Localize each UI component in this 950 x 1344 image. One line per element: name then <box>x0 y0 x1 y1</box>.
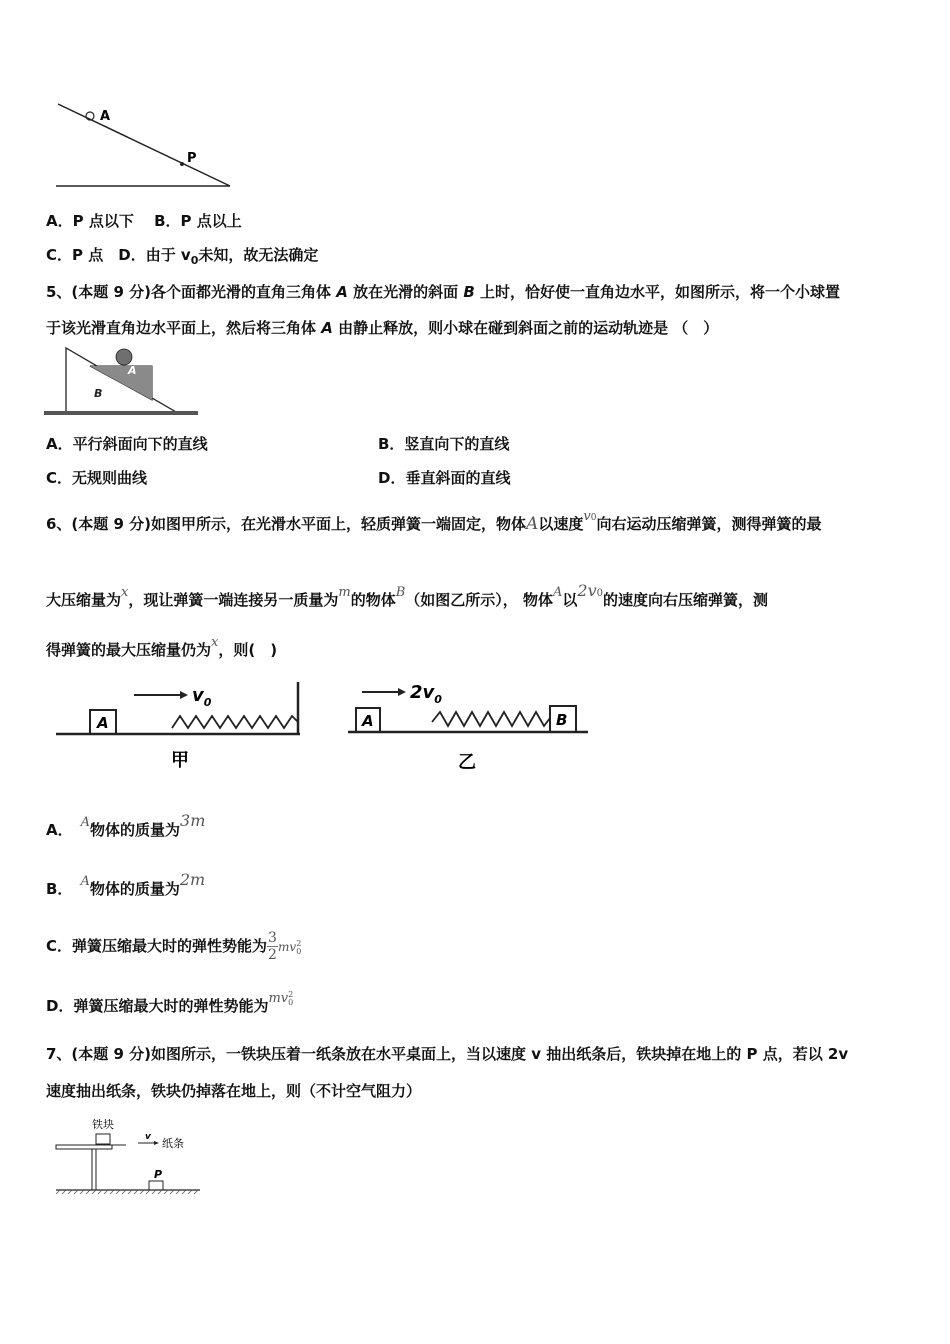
q5-label-a: A <box>128 364 137 377</box>
q6-jia-caption: 甲 <box>171 750 189 771</box>
q5-question-line2: 于该光滑直角边水平面上，然后将三角体 A 由静止释放，则小球在碰到斜面之前的运动轨迹是 （ ） <box>46 319 719 337</box>
q7-table-figure <box>54 1114 214 1198</box>
q4-option-d[interactable]: D．由于 $v_0$未知，故无法确定 <box>118 246 319 267</box>
q6-question-line1: 6、(本题 9 分)如图甲所示，在光滑水平面上，轻质弹簧一端固定，物体A以速度v0向右运动压缩弹簧，测得弹簧的最 <box>46 509 822 534</box>
q6-figure-yi <box>348 676 598 776</box>
q5-ground <box>44 411 198 415</box>
q7-label-iron: 铁块 <box>92 1118 114 1131</box>
q5-label-b: B <box>94 387 103 400</box>
q7-question-line1: 7、(本题 9 分)如图所示，一铁块压着一纸条放在水平桌面上，当以速度 v 抽出纸条后，铁块掉在地上的 P 点，若以 2v <box>46 1045 849 1063</box>
q6-yi-arrow-head <box>398 688 406 696</box>
q5-wedge-figure <box>44 344 204 424</box>
q6-option-b[interactable]: B． A物体的质量为2m <box>46 870 206 898</box>
q7-label-paper: 纸条 <box>162 1137 184 1150</box>
q4-incline-line <box>58 104 230 186</box>
q6-option-c[interactable]: C．弹簧压缩最大时的弹性势能为$\frac{3}{2}mv2$ 0 <box>46 930 302 963</box>
q4-options-row2 <box>46 245 318 267</box>
q5-option-d[interactable]: D．垂直斜面的直线 <box>378 469 511 487</box>
q7-point-p-mark <box>149 1181 163 1190</box>
q5-ball <box>116 349 132 365</box>
q6-yi-block-b-label: B <box>556 711 568 729</box>
q6-option-d[interactable]: D．弹簧压缩最大时的弹性势能为mv2 0 <box>46 989 294 1015</box>
q6-figure-jia <box>56 676 306 776</box>
q6-yi-caption: 乙 <box>458 752 476 773</box>
q5-option-a[interactable]: A．平行斜面向下的直线 <box>46 435 208 453</box>
q4-options-row1 <box>46 211 242 231</box>
q6-question-line3: 得弹簧的最大压缩量仍为x，则( ) <box>46 635 278 659</box>
q5-option-b[interactable]: B．竖直向下的直线 <box>378 435 510 453</box>
q7-table-top <box>56 1145 112 1149</box>
q6-jia-block-a-label: A <box>97 714 109 732</box>
q5-question-line1: 5、(本题 9 分)各个面都光滑的直角三角体 A 放在光滑的斜面 B 上时，恰好使一直角边水平，如图所示，将一个小球置 <box>46 283 840 301</box>
q6-question-line2: 大压缩量为x，现让弹簧一端连接另一质量为m的物体B（如图乙所示）， 物体A以2v0的速度向右压缩弹簧，测 <box>46 581 769 609</box>
q6-jia-spring <box>172 716 298 728</box>
q4-label-a: A <box>100 109 111 124</box>
q7-label-p: P <box>154 1168 163 1181</box>
q6-jia-velocity: $v_0$ <box>192 685 212 709</box>
q5-option-c[interactable]: C．无规则曲线 <box>46 469 148 487</box>
q7-iron-block <box>96 1134 110 1144</box>
q4-incline-figure <box>50 98 240 193</box>
q6-yi-velocity: $2v_0$ <box>410 682 442 706</box>
q4-option-b[interactable]: B．P 点以上 <box>154 212 242 230</box>
q7-question-line2: 速度抽出纸条，铁块仍掉落在地上，则（不计空气阻力） <box>46 1082 422 1100</box>
q7-arrow-head <box>154 1141 159 1145</box>
q6-jia-arrow-head <box>180 691 188 699</box>
q4-option-a[interactable]: A．P 点以下 <box>46 212 134 230</box>
q6-option-a[interactable]: A． A物体的质量为3m <box>46 811 206 839</box>
q4-option-c[interactable]: C．P 点 <box>46 246 104 264</box>
q4-label-p: P <box>187 151 197 166</box>
q6-yi-spring <box>432 712 550 726</box>
q7-label-v: v <box>145 1132 151 1142</box>
q4-point-p <box>180 162 184 166</box>
q6-yi-block-a-label: A <box>362 712 374 730</box>
